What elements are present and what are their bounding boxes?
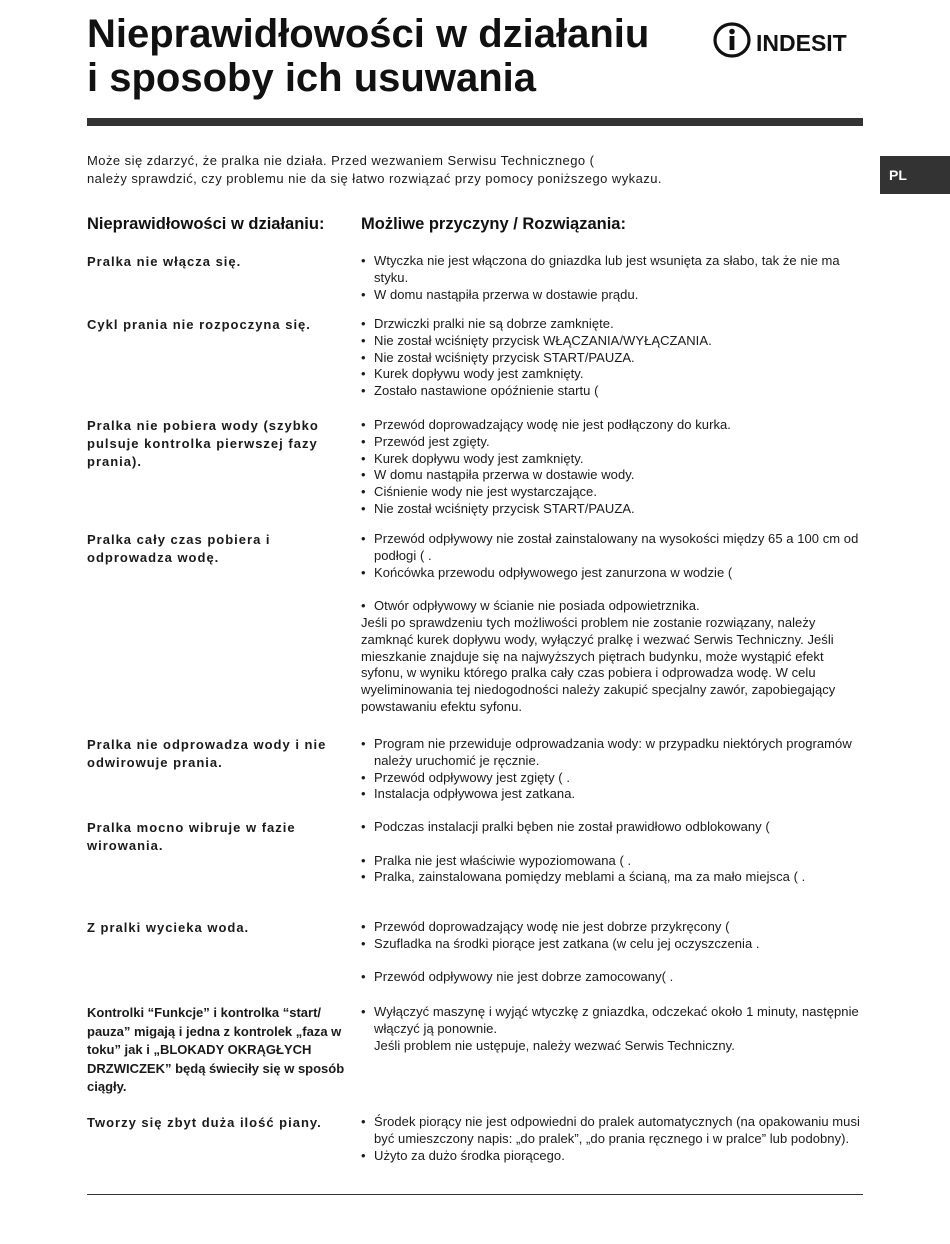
solution-item: • Otwór odpływowy w ścianie nie posiada odpowietrznika.: [361, 598, 863, 615]
solution-list: [361, 253, 863, 303]
solutions-column-header: Możliwe przyczyny / Rozwiązania:: [361, 215, 626, 233]
intro-line-2: należy sprawdzić, czy problemu nie da się łatwo rozwiązać przy pomocy poniższego wykazu.: [87, 170, 662, 186]
problem-label: Pralka nie włącza się.: [87, 254, 242, 269]
solution-item: • Podczas instalacji pralki bęben nie został prawidłowo odblokowany (: [361, 819, 863, 836]
solution-item: • Ciśnienie wody nie jest wystarczające.: [361, 484, 863, 501]
solution-item: • Wyłączyć maszynę i wyjąć wtyczkę z gniazdka, odczekać około 1 minuty, następnie włączyć ją ponownie.: [361, 1004, 863, 1038]
solution-item: • Szufladka na środki piorące jest zatkana (w celu jej oczyszczenia .: [361, 936, 863, 953]
solution-list: [361, 819, 863, 886]
problem-label: Pralka nie pobiera wody (szybko pulsuje kontrolka pierwszej fazy prania).: [87, 418, 319, 469]
solution-list: [361, 531, 863, 716]
problem-label: Tworzy się zbyt duża ilość piany.: [87, 1115, 322, 1130]
solution-item: • Kurek dopływu wody jest zamknięty.: [361, 366, 863, 383]
solution-item: • Nie został wciśnięty przycisk WŁĄCZANIA/WYŁĄCZANIA.: [361, 333, 863, 350]
solution-item: • W domu nastąpiła przerwa w dostawie prądu.: [361, 287, 863, 304]
solution-item: • W domu nastąpiła przerwa w dostawie wody.: [361, 467, 863, 484]
solution-item: • Program nie przewiduje odprowadzania wody: w przypadku niektórych programów należy uruchomić je ręcznie.: [361, 736, 863, 770]
solution-item: • Wtyczka nie jest włączona do gniazdka lub jest wsunięta za słabo, tak że nie ma styku.: [361, 253, 863, 287]
solution-list: [361, 736, 863, 803]
problem-label: Z pralki wycieka woda.: [87, 920, 250, 935]
problem-label: Cykl prania nie rozpoczyna się.: [87, 317, 311, 332]
indesit-logo: [712, 20, 864, 60]
intro-line-1: Może się zdarzyć, że pralka nie działa. Przed wezwaniem Serwisu Technicznego (: [87, 153, 595, 168]
solution-list: [361, 316, 863, 400]
title-line-2: i sposoby ich usuwania: [87, 56, 536, 100]
solution-item: • Użyto za dużo środka piorącego.: [361, 1148, 863, 1165]
solution-item: • Instalacja odpływowa jest zatkana.: [361, 786, 863, 803]
solution-item: • Przewód doprowadzający wodę nie jest podłączony do kurka.: [361, 417, 863, 434]
problem-label: Pralka nie odprowadza wody i nie odwirowuje prania.: [87, 737, 327, 770]
solution-item: • Zostało nastawione opóźnienie startu (: [361, 383, 863, 400]
page-title: [87, 12, 727, 100]
problems-column-header: Nieprawidłowości w działaniu:: [87, 215, 325, 233]
solution-list: [361, 417, 863, 518]
solution-item: • Końcówka przewodu odpływowego jest zanurzona w wodzie (: [361, 565, 863, 582]
solution-list: [361, 1114, 863, 1164]
intro-text: [87, 152, 787, 187]
solution-item: • Przewód doprowadzający wodę nie jest dobrze przykręcony (: [361, 919, 863, 936]
solution-list: [361, 1004, 863, 1054]
svg-text:INDESIT: INDESIT: [756, 30, 847, 56]
solution-item: • Nie został wciśnięty przycisk START/PAUZA.: [361, 501, 863, 518]
solution-note: Jeśli po sprawdzeniu tych możliwości problem nie zostanie rozwiązany, należy zamknąć kurek dopływu wody, wyłączyć pralkę i wezwać Serwis Techniczny. Jeśli mieszkanie znajduje się na najwyższych piętrach budynku, może wystąpić efekt syfonu, w wyniku którego pralka cały czas pobiera i odprowadza wodę. W celu wyeliminowania tej niedogodności należy zakupić specjalny zawór, zapobiegający powstawaniu efektu syfonu.: [361, 614, 836, 714]
solution-item: • Przewód odpływowy jest zgięty ( .: [361, 770, 863, 787]
header-rule: [87, 118, 863, 126]
solution-item: • Kurek dopływu wody jest zamknięty.: [361, 451, 863, 468]
solution-note: [361, 1038, 863, 1055]
solution-item: • Przewód jest zgięty.: [361, 434, 863, 451]
language-tab: PL: [880, 156, 950, 194]
solution-item: • Przewód odpływowy nie jest dobrze zamocowany( .: [361, 969, 863, 986]
solution-item: • Drzwiczki pralki nie są dobrze zamknięte.: [361, 316, 863, 333]
solution-list: [361, 919, 863, 986]
solution-item: • Przewód odpływowy nie został zainstalowany na wysokości między 65 a 100 cm od podłogi ( .: [361, 531, 863, 565]
problem-label: Pralka mocno wibruje w fazie wirowania.: [87, 820, 296, 853]
solution-note-text: Jeśli problem nie ustępuje, należy wezwać Serwis Techniczny.: [374, 1037, 735, 1053]
solution-item: • Pralka, zainstalowana pomiędzy meblami a ścianą, ma za mało miejsca ( .: [361, 869, 863, 886]
solution-item: • Środek piorący nie jest odpowiedni do pralek automatycznych (na opakowaniu musi być umieszczony napis: „do pralek”, „do prania ręcznego i w pralce” lub podobny).: [361, 1114, 863, 1148]
footer-rule: [87, 1194, 863, 1195]
problem-label: Kontrolki “Funkcje” i kontrolka “start/ pauza” migają i jedna z kontrolek „faza w toku” jak i „BLOKADY OKRĄGŁYCH DRZWICZEK” będą świeciły się w sposób ciągły.: [87, 1005, 345, 1094]
solution-item: • Pralka nie jest właściwie wypoziomowana ( .: [361, 853, 863, 870]
solution-item: • Nie został wciśnięty przycisk START/PAUZA.: [361, 350, 863, 367]
problem-label: Pralka cały czas pobiera i odprowadza wodę.: [87, 532, 271, 565]
title-line-1: Nieprawidłowości w działaniu: [87, 12, 650, 56]
